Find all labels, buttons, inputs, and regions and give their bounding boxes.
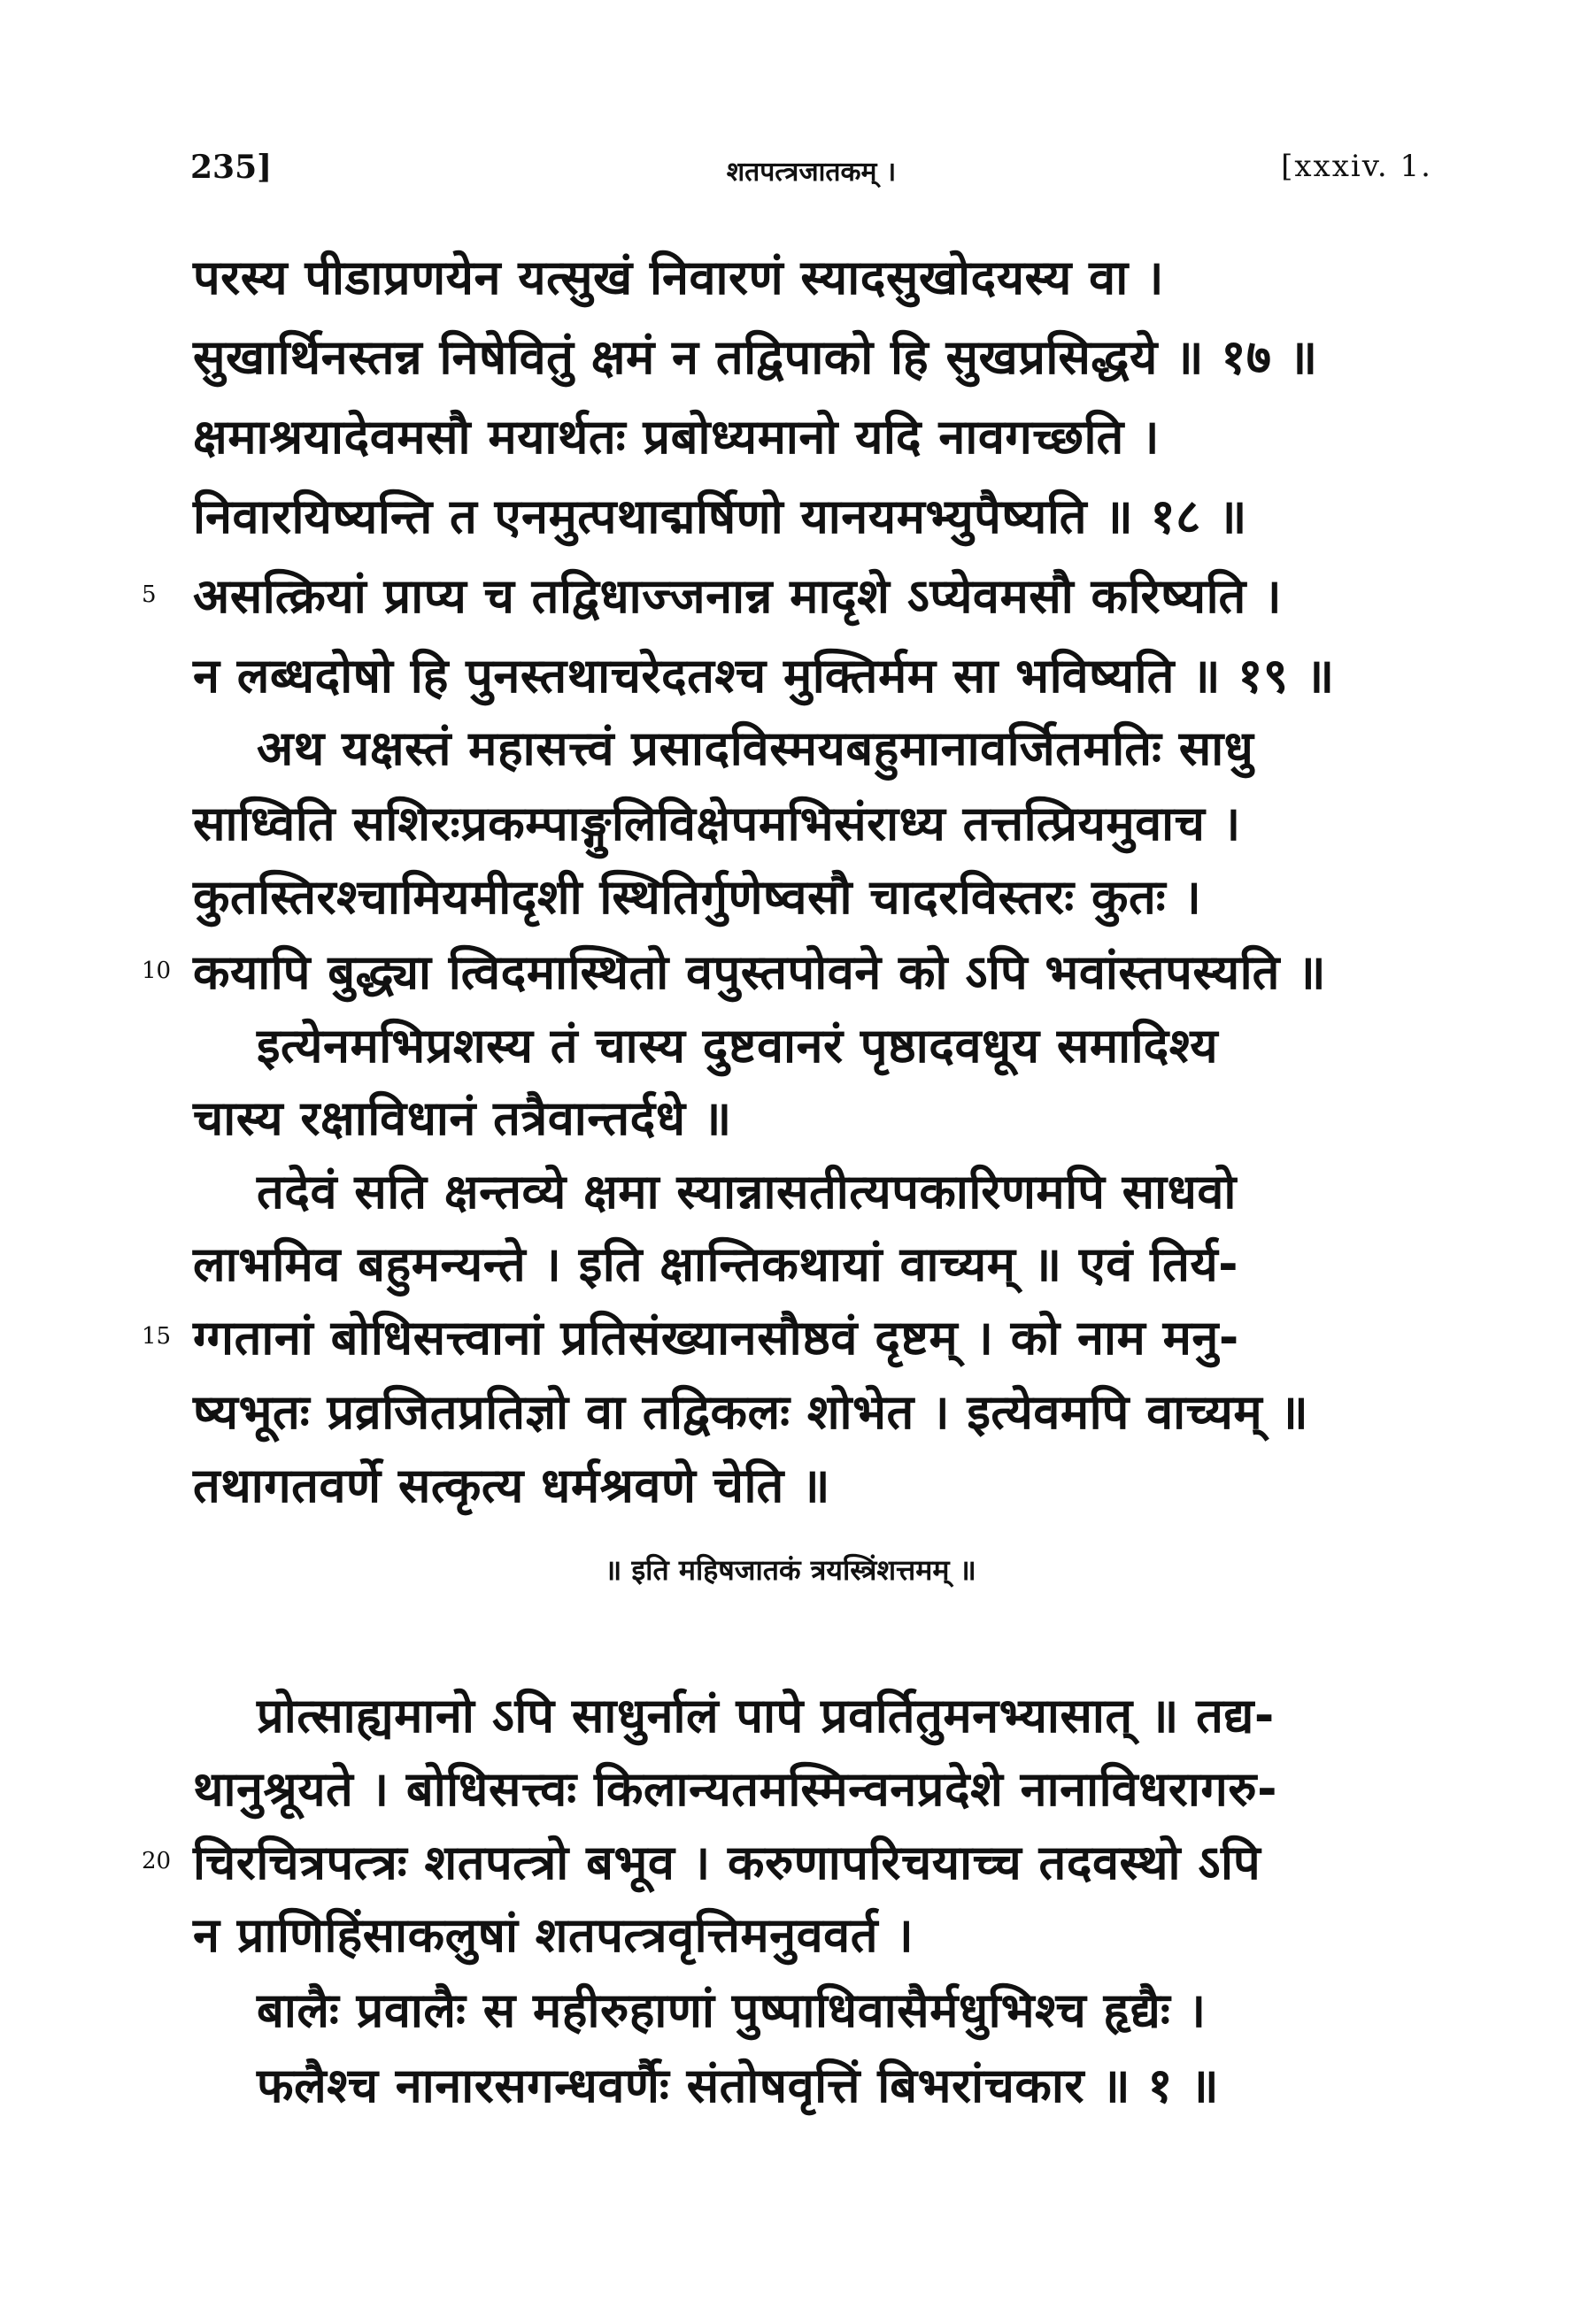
line-text: क्षमाश्रयादेवमसौ मयार्थतः प्रबोध्यमानो यदि नावगच्छति ।	[193, 409, 1161, 465]
line-text: फलैश्च नानारसगन्धवर्णैः संतोषवृत्तिं बिभरांचकार ॥ १ ॥	[257, 2058, 1220, 2113]
text-line	[0, 938, 1581, 1007]
line-text: बालैः प्रवालैः स महीरुहाणां पुष्पाधिवासैर्मधुभिश्च हृद्यैः ।	[257, 1982, 1207, 2038]
text-line	[0, 1901, 1581, 1970]
line-text: न लब्धदोषो हि पुनस्तथाचरेदतश्च मुक्तिर्मम सा भविष्यति ॥ १९ ॥	[193, 648, 1335, 704]
page-header	[190, 149, 1432, 193]
page-number: 235]	[190, 149, 273, 186]
running-title: शतपत्त्रजातकम् ।	[726, 157, 897, 188]
text-line	[0, 1451, 1581, 1520]
text-line	[0, 403, 1581, 472]
text-line	[0, 562, 1581, 631]
text-line	[0, 1378, 1581, 1447]
line-number: 15	[142, 1323, 172, 1350]
text-line	[0, 1230, 1581, 1299]
chapter-colophon: ॥ इति महिषजातकं त्रयस्त्रिंशत्तमम् ॥	[605, 1553, 976, 1587]
line-text: इत्येनमभिप्रशस्य तं चास्य दुष्टवानरं पृष्ठादवधूय समादिश्य	[257, 1018, 1219, 1074]
text-line	[0, 1304, 1581, 1373]
text-line	[0, 243, 1581, 312]
line-text: साध्विति सशिरःप्रकम्पाङ्गुलिविक्षेपमभिसंराध्य तत्तत्प्रियमुवाच ।	[193, 796, 1241, 851]
line-text: तदेवं सति क्षन्तव्ये क्षमा स्यान्नासतीत्यपकारिणमपि साधवो	[257, 1164, 1237, 1220]
text-line	[0, 863, 1581, 932]
text-line	[0, 1084, 1581, 1153]
text-line	[0, 714, 1581, 783]
line-text: निवारयिष्यन्ति त एनमुत्पथाद्मर्षिणो यानयमभ्युपैष्यति ॥ १८ ॥	[193, 489, 1247, 544]
text-line	[0, 642, 1581, 711]
line-text: ष्यभूतः प्रव्रजितप्रतिज्ञो वा तद्विकलः शोभेत । इत्येवमपि वाच्यम् ॥	[193, 1384, 1309, 1440]
line-number: 20	[142, 1848, 172, 1874]
text-line	[0, 482, 1581, 551]
line-text: अथ यक्षस्तं महासत्त्वं प्रसादविस्मयबहुमानावर्जितमतिः साधु	[257, 720, 1254, 776]
text-line	[0, 1012, 1581, 1081]
line-text: असत्क्रियां प्राप्य च तद्विधाज्जनान्न मादृशे ऽप्येवमसौ करिष्यति ।	[193, 568, 1283, 624]
line-number: 5	[142, 581, 157, 608]
line-number: 10	[142, 958, 172, 984]
text-line	[0, 789, 1581, 858]
line-text: लाभमिव बहुमन्यन्ते । इति क्षान्तिकथायां वाच्यम् ॥ एवं तिर्य-	[193, 1236, 1239, 1292]
line-text: कुतस्तिरश्चामियमीदृशी स्थितिर्गुणेष्वसौ चादरविस्तरः कुतः ।	[193, 869, 1202, 925]
line-text: सुखार्थिनस्तन्न निषेवितुं क्षमं न तद्विपाको हि सुखप्रसिद्धये ॥ १७ ॥	[193, 329, 1318, 385]
line-text: परस्य पीडाप्रणयेन यत्सुखं निवारणं स्यादसुखोदयस्य वा ।	[193, 250, 1164, 305]
line-text: चिरचित्रपत्त्रः शतपत्त्रो बभूव । करुणापरिचयाच्च तदवस्थो ऽपि	[193, 1835, 1261, 1890]
line-text: प्रोत्साह्यमानो ऽपि साधुर्नालं पापे प्रवर्तितुमनभ्यासात् ॥ तद्य-	[257, 1688, 1275, 1743]
line-text: न प्राणिहिंसाकलुषां शतपत्त्रवृत्तिमनुववर्त ।	[193, 1907, 914, 1963]
line-text: थानुश्रूयते । बोधिसत्त्वः किलान्यतमस्मिन्वनप्रदेशे नानाविधरागरु-	[193, 1761, 1277, 1817]
text-line	[0, 1158, 1581, 1227]
line-text: चास्य रक्षाविधानं तत्रैवान्तर्दधे ॥	[193, 1090, 732, 1146]
line-text: तथागतवर्णे सत्कृत्य धर्मश्रवणे चेति ॥	[193, 1458, 830, 1513]
line-text: कयापि बुद्ध्या त्विदमास्थितो वपुस्तपोवने को ऽपि भवांस्तपस्यति ॥	[193, 944, 1327, 1000]
text-line	[0, 1755, 1581, 1824]
text-line	[0, 1976, 1581, 2045]
text-line	[0, 1828, 1581, 1897]
text-line	[0, 2051, 1581, 2120]
text-line	[0, 323, 1581, 392]
section-reference: [xxxiv. 1.	[1281, 149, 1432, 184]
text-line	[0, 1681, 1581, 1751]
line-text: ग्गतानां बोधिसत्त्वानां प्रतिसंख्यानसौष्ठवं दृष्टम् । को नाम मनु-	[193, 1310, 1239, 1366]
